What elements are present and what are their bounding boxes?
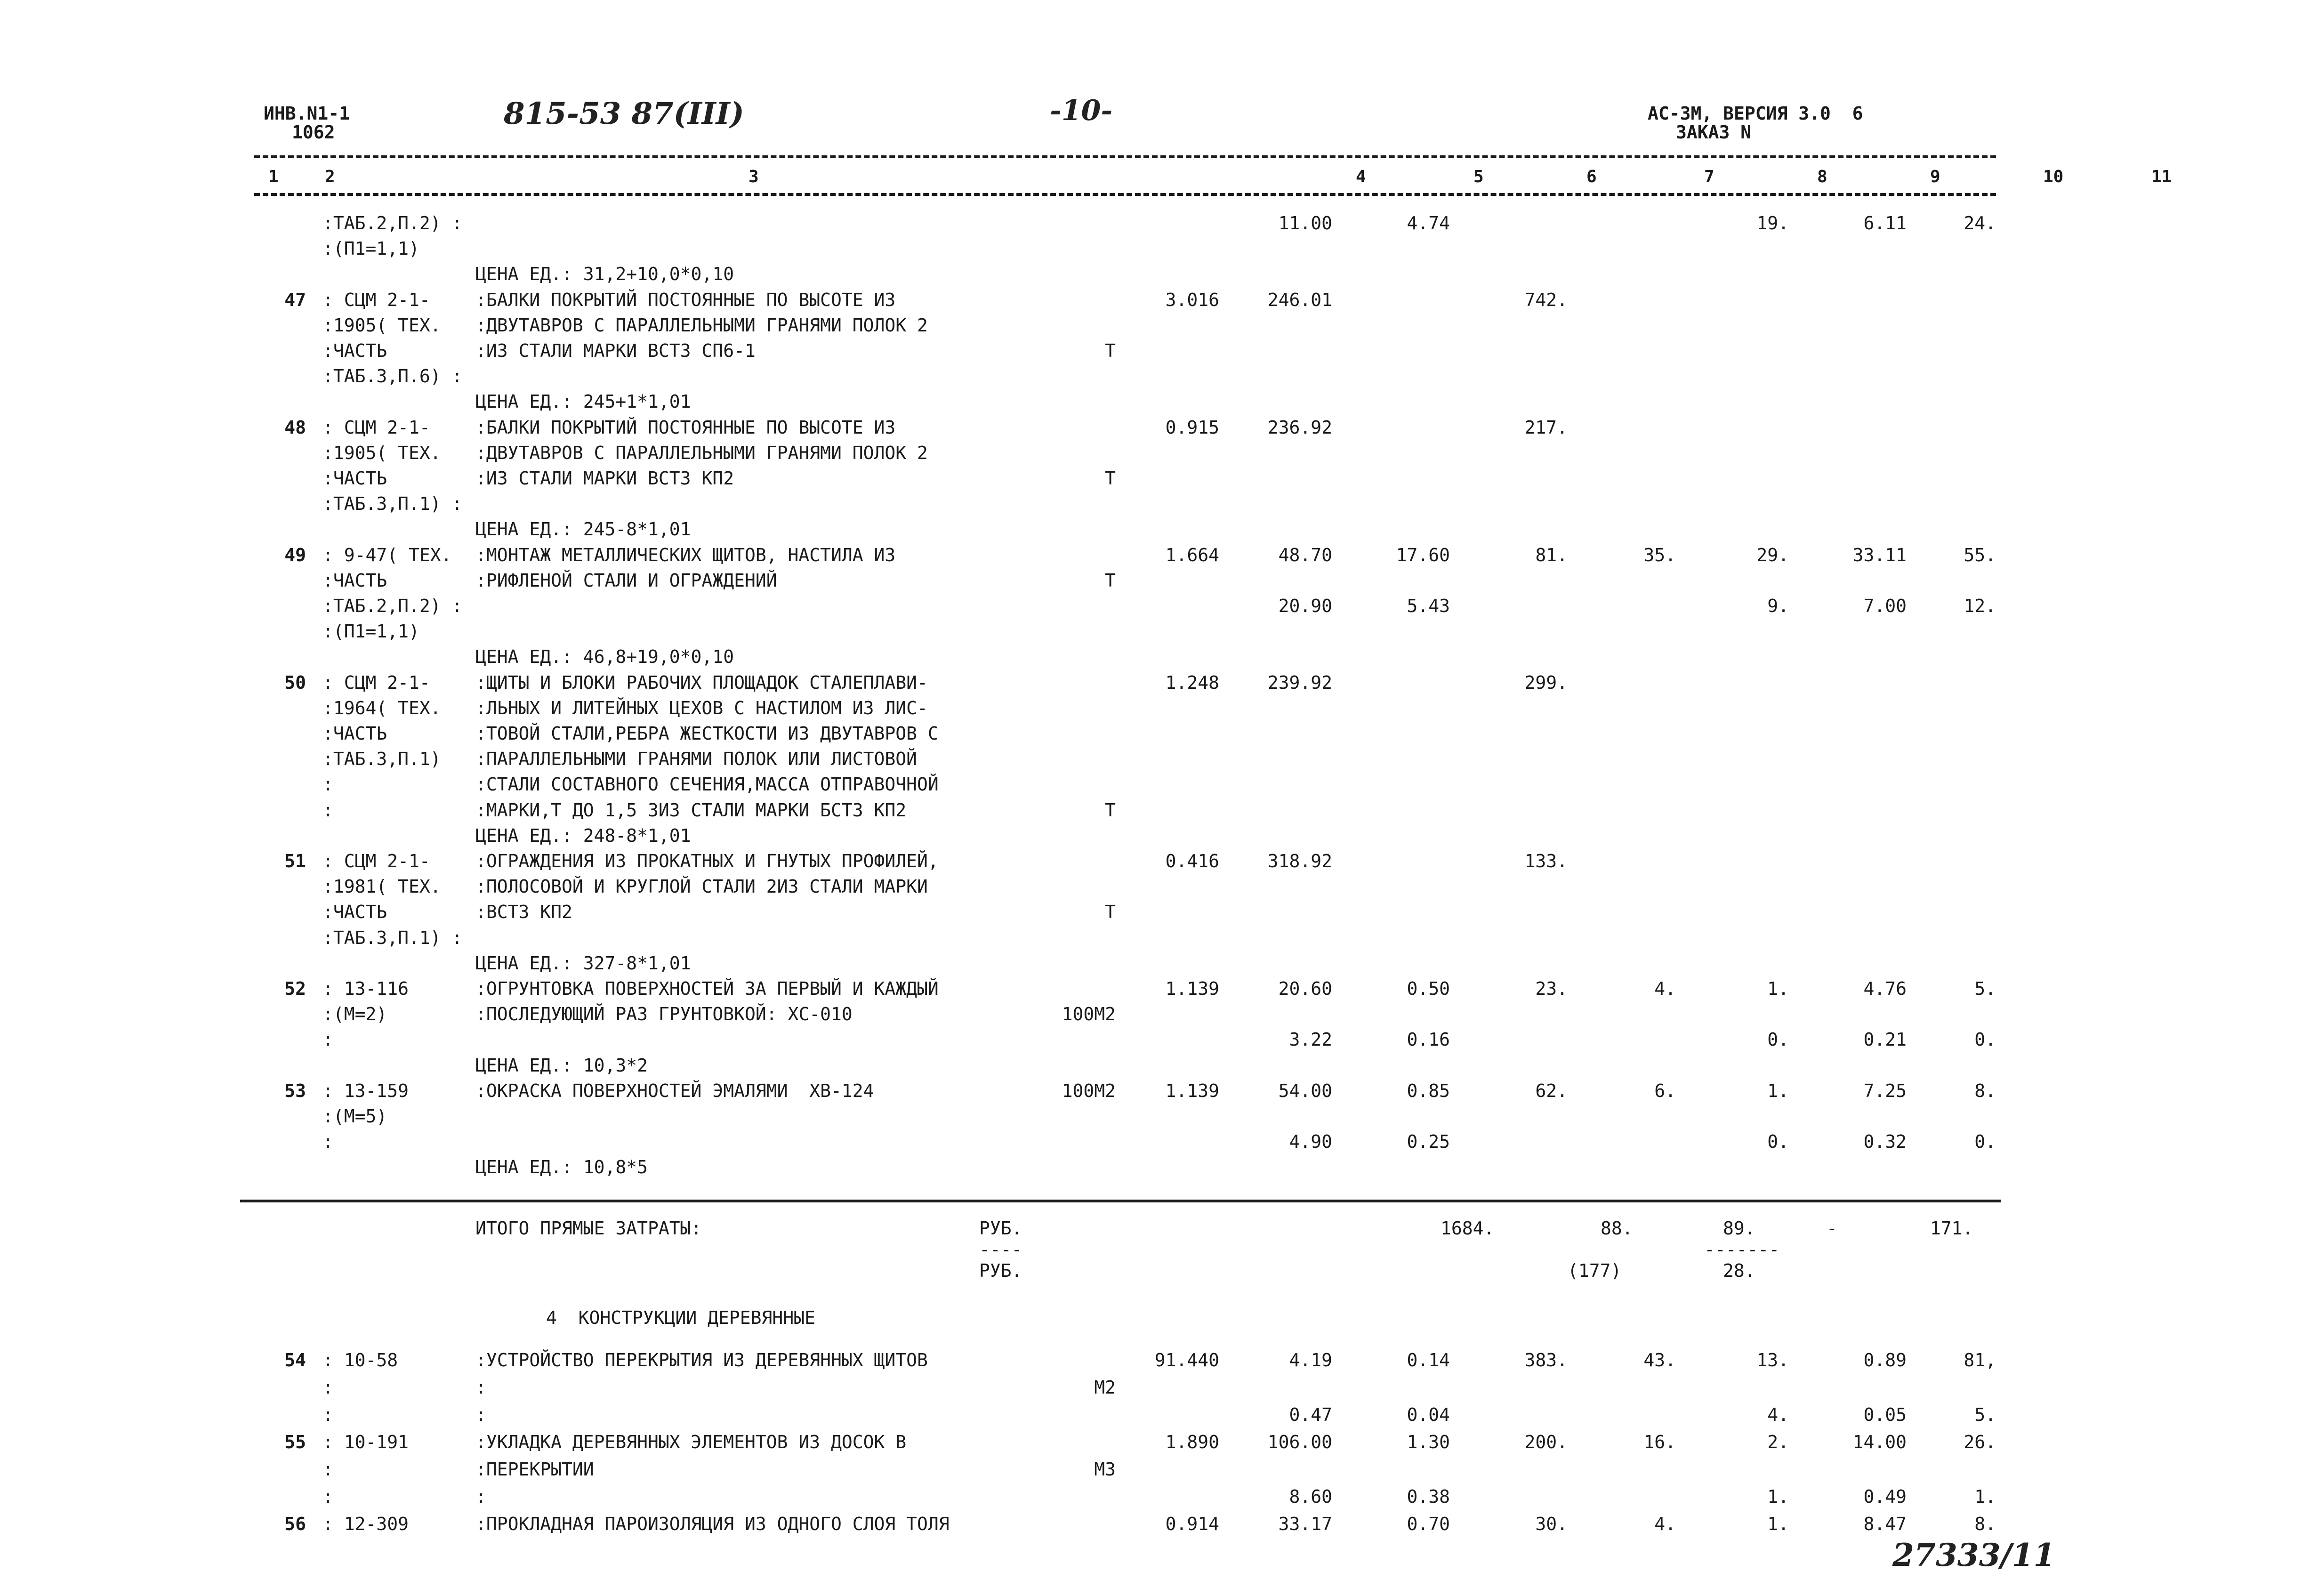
- cell-name: :ПОСЛЕДУЮЩИЙ РАЗ ГРУНТОВКОЙ: ХС-010: [475, 1004, 853, 1025]
- table-row: [254, 442, 1996, 463]
- cell-c10: 8.47: [1863, 1514, 1907, 1534]
- column-header-8: 8: [1817, 167, 1827, 186]
- table-row: [254, 213, 1996, 234]
- cell-c7: 133.: [1524, 851, 1568, 871]
- cell-c6: 5.43: [1407, 596, 1450, 616]
- cell-code: :ЧАСТЬ: [322, 340, 387, 361]
- cell-code: :ЧАСТЬ: [322, 902, 387, 923]
- cell-name: ЦЕНА ЕД.: 46,8+19,0*0,10: [475, 646, 734, 668]
- cell-code: :: [322, 1404, 333, 1425]
- cell-code: :ЧАСТЬ: [322, 468, 387, 489]
- column-header-7: 7: [1704, 167, 1714, 186]
- cell-code: :(П1=1,1): [322, 238, 419, 259]
- table-row: [254, 468, 1996, 489]
- cell-c6: 0.25: [1407, 1131, 1450, 1153]
- cell-c7: 200.: [1524, 1432, 1568, 1452]
- cell-code: :: [322, 1459, 333, 1480]
- table-row: [254, 672, 1996, 693]
- cell-code: :: [322, 1131, 333, 1153]
- cell-c5: 20.60: [1278, 978, 1332, 999]
- table-row: [254, 1514, 1996, 1534]
- cell-c7: 299.: [1524, 672, 1568, 693]
- totals-c9-second: 28.: [1723, 1260, 1755, 1281]
- cell-unit: Т: [1105, 902, 1116, 923]
- cell-c4: 1.139: [1165, 1080, 1219, 1101]
- table-row: [254, 1486, 1996, 1507]
- table-row: [254, 646, 1996, 668]
- table-row: [254, 851, 1996, 871]
- totals-c8-second: (177): [1568, 1260, 1622, 1281]
- cell-c9: 1.: [1767, 1486, 1789, 1507]
- inventory-number: 1062: [292, 122, 335, 143]
- cell-c10: 4.76: [1863, 978, 1907, 999]
- cell-c4: 91.440: [1154, 1350, 1219, 1370]
- table-row: [254, 1131, 1996, 1153]
- cell-c8: 4.: [1654, 978, 1676, 999]
- cell-c4: 0.915: [1165, 417, 1219, 438]
- cell-name: :РИФЛЕНОЙ СТАЛИ И ОГРАЖДЕНИЙ: [475, 570, 777, 591]
- cell-c8: 35.: [1643, 544, 1676, 565]
- cell-name: :: [475, 1404, 486, 1425]
- cell-code: : 12-309: [322, 1514, 409, 1534]
- cell-c10: 6.11: [1863, 213, 1907, 234]
- header-bottom-rule: [254, 193, 1996, 196]
- order-label: ЗАКАЗ N: [1676, 122, 1752, 143]
- cell-c6: 4.74: [1407, 213, 1450, 234]
- cell-unit: 100М2: [1062, 1080, 1116, 1101]
- cell-name: :ПАРАЛЛЕЛЬНЫМИ ГРАНЯМИ ПОЛОК ИЛИ ЛИСТОВОЙ: [475, 749, 917, 770]
- cell-code: :1905( ТЕХ.: [322, 314, 441, 336]
- table-row: [254, 749, 1996, 770]
- table-row: [254, 1055, 1996, 1076]
- cell-no: 50: [284, 672, 306, 693]
- table-row: [254, 1377, 1996, 1398]
- cell-c5: 236.92: [1267, 417, 1332, 438]
- table-row: [254, 1350, 1996, 1370]
- table-row: [254, 493, 1996, 515]
- cell-c5: 3.22: [1289, 1029, 1332, 1050]
- totals-label: ИТОГО ПРЯМЫЕ ЗАТРАТЫ:: [475, 1218, 702, 1239]
- totals-c9-dash: -------: [1704, 1239, 1780, 1260]
- table-row: [254, 799, 1996, 821]
- table-row: [254, 1029, 1996, 1050]
- table-row: [254, 697, 1996, 718]
- table-row: [254, 1080, 1996, 1101]
- cell-name: :МАРКИ,Т ДО 1,5 ЗИЗ СТАЛИ МАРКИ БСТ3 КП2: [475, 799, 907, 821]
- cell-c6: 1.30: [1407, 1432, 1450, 1452]
- table-row: [254, 1004, 1996, 1025]
- cell-name: :ЩИТЫ И БЛОКИ РАБОЧИХ ПЛОЩАДОК СТАЛЕПЛАВИ-: [475, 672, 928, 693]
- header-top-rule: [254, 155, 1996, 158]
- cell-code: :1981( ТЕХ.: [322, 876, 441, 897]
- cell-name: :ОГРУНТОВКА ПОВЕРХНОСТЕЙ ЗА ПЕРВЫЙ И КАЖДЫЙ: [475, 978, 939, 999]
- cell-c11: 0.: [1974, 1029, 1996, 1050]
- cell-c6: 0.14: [1407, 1350, 1450, 1370]
- cell-c10: 0.32: [1863, 1131, 1907, 1153]
- table-row: [254, 1432, 1996, 1452]
- table-row: [254, 264, 1996, 285]
- totals-unit-1: РУБ.: [979, 1218, 1022, 1239]
- cell-c5: 239.92: [1267, 672, 1332, 693]
- cell-c5: 11.00: [1278, 213, 1332, 234]
- program-version: АС-3М, ВЕРСИЯ 3.0 6: [1648, 103, 1863, 124]
- totals-c11: 171.: [1930, 1218, 1973, 1239]
- cell-c5: 33.17: [1278, 1514, 1332, 1534]
- totals-c7: 1684.: [1441, 1218, 1495, 1239]
- cell-code: : СЦМ 2-1-: [322, 851, 430, 871]
- cell-name: ЦЕНА ЕД.: 327-8*1,01: [475, 952, 691, 974]
- cell-unit: Т: [1105, 799, 1116, 821]
- table-row: [254, 1459, 1996, 1480]
- inventory-label: ИНВ.N1-1: [264, 103, 350, 124]
- totals-c8: 88.: [1601, 1218, 1633, 1239]
- cell-name: :ПЕРЕКРЫТИИ: [475, 1459, 594, 1480]
- cell-code: : 13-116: [322, 978, 409, 999]
- cell-c4: 0.416: [1165, 851, 1219, 871]
- cell-code: :1905( ТЕХ.: [322, 442, 441, 463]
- totals-rule: [240, 1200, 2001, 1202]
- cell-c7: 217.: [1524, 417, 1568, 438]
- cell-c9: 0.: [1767, 1131, 1789, 1153]
- cell-code: :: [322, 1377, 333, 1398]
- cell-c5: 48.70: [1278, 544, 1332, 565]
- cell-c9: 1.: [1767, 1514, 1789, 1534]
- cell-c4: 3.016: [1165, 289, 1219, 310]
- cell-c9: 29.: [1756, 544, 1789, 565]
- cell-c6: 17.60: [1396, 544, 1450, 565]
- cell-name: :ОКРАСКА ПОВЕРХНОСТЕЙ ЭМАЛЯМИ ХВ-124: [475, 1080, 874, 1101]
- cell-name: :БАЛКИ ПОКРЫТИЙ ПОСТОЯННЫЕ ПО ВЫСОТЕ ИЗ: [475, 417, 896, 438]
- column-header-9: 9: [1930, 167, 1940, 186]
- cell-code: :ТАБ.3,П.1) :: [322, 493, 463, 515]
- cell-c5: 8.60: [1289, 1486, 1332, 1507]
- cell-name: :БАЛКИ ПОКРЫТИЙ ПОСТОЯННЫЕ ПО ВЫСОТЕ ИЗ: [475, 289, 896, 310]
- cell-c6: 0.85: [1407, 1080, 1450, 1101]
- cell-c6: 0.38: [1407, 1486, 1450, 1507]
- cell-code: : СЦМ 2-1-: [322, 289, 430, 310]
- cell-unit: М2: [1094, 1377, 1116, 1398]
- table-row: [254, 621, 1996, 642]
- cell-name: :ЛЬНЫХ И ЛИТЕЙНЫХ ЦЕХОВ С НАСТИЛОМ ИЗ ЛИС-: [475, 697, 928, 718]
- cell-c11: 55.: [1964, 544, 1996, 565]
- cell-name: :УСТРОЙСТВО ПЕРЕКРЫТИЯ ИЗ ДЕРЕВЯННЫХ ЩИТОВ: [475, 1350, 928, 1370]
- cell-name: :ТОВОЙ СТАЛИ,РЕБРА ЖЕСТКОСТИ ИЗ ДВУТАВРОВ С: [475, 723, 939, 744]
- table-row: [254, 1157, 1996, 1178]
- cell-c9: 4.: [1767, 1404, 1789, 1425]
- cell-c7: 23.: [1535, 978, 1568, 999]
- cell-code: :(П1=1,1): [322, 621, 419, 642]
- cell-c10: 7.00: [1863, 596, 1907, 616]
- table-row: [254, 391, 1996, 412]
- column-header-2: 2: [325, 167, 335, 186]
- cell-name: ЦЕНА ЕД.: 245-8*1,01: [475, 519, 691, 540]
- cell-name: ЦЕНА ЕД.: 31,2+10,0*0,10: [475, 264, 734, 285]
- table-row: [254, 876, 1996, 897]
- cell-c9: 2.: [1767, 1432, 1789, 1452]
- cell-unit: М3: [1094, 1459, 1116, 1480]
- cell-code: :1964( ТЕХ.: [322, 697, 441, 718]
- cell-name: :СТАЛИ СОСТАВНОГО СЕЧЕНИЯ,МАССА ОТПРАВОЧНОЙ: [475, 774, 939, 795]
- cell-code: :: [322, 1486, 333, 1507]
- cell-unit: Т: [1105, 340, 1116, 361]
- cell-c4: 1.664: [1165, 544, 1219, 565]
- cell-c10: 0.49: [1863, 1486, 1907, 1507]
- cell-name: :ДВУТАВРОВ С ПАРАЛЛЕЛЬНЫМИ ГРАНЯМИ ПОЛОК 2: [475, 442, 928, 463]
- table-row: [254, 544, 1996, 565]
- totals-dash-1: ----: [979, 1239, 1022, 1260]
- cell-name: ЦЕНА ЕД.: 245+1*1,01: [475, 391, 691, 412]
- table-row: [254, 952, 1996, 974]
- table-row: [254, 927, 1996, 948]
- cell-code: :(М=5): [322, 1106, 387, 1127]
- cell-code: : 9-47( ТЕХ.: [322, 544, 452, 565]
- table-row: [254, 366, 1996, 387]
- cell-unit: Т: [1105, 570, 1116, 591]
- cell-code: :ТАБ.2,П.2) :: [322, 596, 463, 616]
- column-header-1: 1: [268, 167, 279, 186]
- cell-code: :ТАБ.3,П.1): [322, 749, 441, 770]
- table-row: [254, 774, 1996, 795]
- cell-code: :ТАБ.2,П.2) :: [322, 213, 463, 234]
- cell-c4: 0.914: [1165, 1514, 1219, 1534]
- cell-code: : СЦМ 2-1-: [322, 417, 430, 438]
- cell-c11: 1.: [1974, 1486, 1996, 1507]
- table-row: [254, 978, 1996, 999]
- table-row: [254, 902, 1996, 923]
- cell-c8: 16.: [1643, 1432, 1676, 1452]
- cell-c5: 0.47: [1289, 1404, 1332, 1425]
- cell-c6: 0.04: [1407, 1404, 1450, 1425]
- cell-code: : 10-191: [322, 1432, 409, 1452]
- cell-name: :ИЗ СТАЛИ МАРКИ ВСТ3 КП2: [475, 468, 734, 489]
- cell-c10: 14.00: [1852, 1432, 1907, 1452]
- cell-name: :МОНТАЖ МЕТАЛЛИЧЕСКИХ ЩИТОВ, НАСТИЛА ИЗ: [475, 544, 896, 565]
- cell-c5: 106.00: [1267, 1432, 1332, 1452]
- cell-name: ЦЕНА ЕД.: 10,8*5: [475, 1157, 648, 1178]
- cell-c10: 0.21: [1863, 1029, 1907, 1050]
- table-row: [254, 825, 1996, 846]
- column-header-11: 11: [2151, 167, 2172, 186]
- cell-c4: 1.248: [1165, 672, 1219, 693]
- cell-no: 47: [284, 289, 306, 310]
- cell-code: : 10-58: [322, 1350, 398, 1370]
- table-row: [254, 596, 1996, 616]
- cell-no: 51: [284, 851, 306, 871]
- cell-c5: 246.01: [1267, 289, 1332, 310]
- cell-c9: 13.: [1756, 1350, 1789, 1370]
- cell-c10: 33.11: [1852, 544, 1907, 565]
- cell-no: 48: [284, 417, 306, 438]
- handwritten-project-code: 815-53 87(III): [504, 96, 744, 131]
- cell-c9: 9.: [1767, 596, 1789, 616]
- cell-c7: 30.: [1535, 1514, 1568, 1534]
- totals-c9: 89.: [1723, 1218, 1755, 1239]
- cell-name: :ОГРАЖДЕНИЯ ИЗ ПРОКАТНЫХ И ГНУТЫХ ПРОФИЛЕЙ,: [475, 851, 939, 871]
- cell-c5: 54.00: [1278, 1080, 1332, 1101]
- cell-no: 56: [284, 1514, 306, 1534]
- cell-c11: 8.: [1974, 1080, 1996, 1101]
- cell-no: 55: [284, 1432, 306, 1452]
- cell-c5: 20.90: [1278, 596, 1332, 616]
- cell-name: :ПОЛОСОВОЙ И КРУГЛОЙ СТАЛИ 2ИЗ СТАЛИ МАРКИ: [475, 876, 928, 897]
- cell-name: :УКЛАДКА ДЕРЕВЯННЫХ ЭЛЕМЕНТОВ ИЗ ДОСОК В: [475, 1432, 907, 1452]
- table-row: [254, 1106, 1996, 1127]
- cell-c11: 0.: [1974, 1131, 1996, 1153]
- cell-c5: 4.19: [1289, 1350, 1332, 1370]
- cell-c10: 0.05: [1863, 1404, 1907, 1425]
- cell-c10: 0.89: [1863, 1350, 1907, 1370]
- cell-name: :ДВУТАВРОВ С ПАРАЛЛЕЛЬНЫМИ ГРАНЯМИ ПОЛОК 2: [475, 314, 928, 336]
- table-row: [254, 1404, 1996, 1425]
- section-title: 4 КОНСТРУКЦИИ ДЕРЕВЯННЫЕ: [546, 1307, 815, 1328]
- table-row: [254, 314, 1996, 336]
- cell-code: : 13-159: [322, 1080, 409, 1101]
- cell-c11: 12.: [1964, 596, 1996, 616]
- table-row: [254, 238, 1996, 259]
- table-row: [254, 519, 1996, 540]
- cell-c7: 383.: [1524, 1350, 1568, 1370]
- cell-c8: 4.: [1654, 1514, 1676, 1534]
- cell-c7: 81.: [1535, 544, 1568, 565]
- column-header-4: 4: [1356, 167, 1366, 186]
- cell-name: :: [475, 1377, 486, 1398]
- cell-code: :: [322, 799, 333, 821]
- cell-code: :ТАБ.3,П.1) :: [322, 927, 463, 948]
- table-row: [254, 340, 1996, 361]
- cell-c6: 0.16: [1407, 1029, 1450, 1050]
- cell-c9: 19.: [1756, 213, 1789, 234]
- cell-c11: 5.: [1974, 978, 1996, 999]
- cell-c4: 1.139: [1165, 978, 1219, 999]
- totals-unit-2: РУБ.: [979, 1260, 1022, 1281]
- page-number: -10-: [1050, 94, 1113, 127]
- cell-name: :: [475, 1486, 486, 1507]
- cell-code: : СЦМ 2-1-: [322, 672, 430, 693]
- column-header-6: 6: [1586, 167, 1597, 186]
- cell-c6: 0.50: [1407, 978, 1450, 999]
- cell-c5: 318.92: [1267, 851, 1332, 871]
- cell-unit: Т: [1105, 468, 1116, 489]
- cell-code: :: [322, 774, 333, 795]
- table-row: [254, 570, 1996, 591]
- cell-c9: 0.: [1767, 1029, 1789, 1050]
- table-row: [254, 723, 1996, 744]
- cell-c11: 8.: [1974, 1514, 1996, 1534]
- cell-c8: 6.: [1654, 1080, 1676, 1101]
- column-header-5: 5: [1473, 167, 1484, 186]
- cell-c8: 43.: [1643, 1350, 1676, 1370]
- cell-c10: 7.25: [1863, 1080, 1907, 1101]
- totals-c10: -: [1827, 1218, 1837, 1239]
- cell-name: :ПРОКЛАДНАЯ ПАРОИЗОЛЯЦИЯ ИЗ ОДНОГО СЛОЯ ТОЛЯ: [475, 1514, 950, 1534]
- cell-no: 52: [284, 978, 306, 999]
- cell-no: 49: [284, 544, 306, 565]
- cell-name: :ВСТ3 КП2: [475, 902, 572, 923]
- handwritten-footer-number: 27333/11: [1892, 1537, 2055, 1573]
- cell-code: :ТАБ.3,П.6) :: [322, 366, 463, 387]
- cell-c11: 5.: [1974, 1404, 1996, 1425]
- cell-unit: 100М2: [1062, 1004, 1116, 1025]
- cell-code: :(М=2): [322, 1004, 387, 1025]
- cell-name: :ИЗ СТАЛИ МАРКИ ВСТ3 СП6-1: [475, 340, 756, 361]
- cell-c9: 1.: [1767, 978, 1789, 999]
- cell-c7: 742.: [1524, 289, 1568, 310]
- table-row: [254, 289, 1996, 310]
- cell-name: ЦЕНА ЕД.: 10,3*2: [475, 1055, 648, 1076]
- cell-code: :: [322, 1029, 333, 1050]
- cell-c11: 81,: [1964, 1350, 1996, 1370]
- cell-c9: 1.: [1767, 1080, 1789, 1101]
- column-header-3: 3: [749, 167, 759, 186]
- cell-c11: 24.: [1964, 213, 1996, 234]
- cell-code: :ЧАСТЬ: [322, 570, 387, 591]
- cell-no: 53: [284, 1080, 306, 1101]
- cell-c5: 4.90: [1289, 1131, 1332, 1153]
- table-row: [254, 417, 1996, 438]
- cell-c4: 1.890: [1165, 1432, 1219, 1452]
- cell-code: :ЧАСТЬ: [322, 723, 387, 744]
- cell-c11: 26.: [1964, 1432, 1996, 1452]
- cell-no: 54: [284, 1350, 306, 1370]
- cell-name: ЦЕНА ЕД.: 248-8*1,01: [475, 825, 691, 846]
- column-header-10: 10: [2043, 167, 2064, 186]
- cell-c7: 62.: [1535, 1080, 1568, 1101]
- cell-c6: 0.70: [1407, 1514, 1450, 1534]
